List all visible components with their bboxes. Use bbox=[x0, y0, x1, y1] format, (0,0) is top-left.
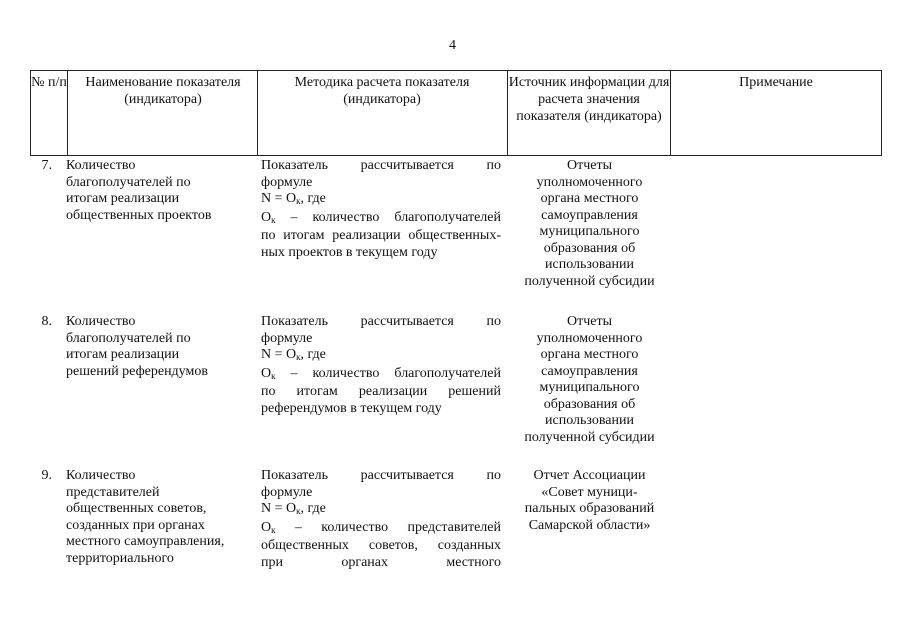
subscript: к bbox=[271, 370, 276, 381]
indicator-name-line: Количество bbox=[66, 158, 136, 173]
indicator-name-line: территориального bbox=[66, 550, 174, 566]
information-source-line: образования об bbox=[543, 240, 636, 256]
information-source-line: образования об bbox=[543, 396, 636, 412]
method-line: $N = O_к$, где bbox=[261, 347, 326, 362]
information-source-line: Отчеты bbox=[566, 314, 612, 329]
method-line: $O_к$ – количество благополучателей bbox=[261, 209, 501, 225]
information-source bbox=[512, 468, 667, 534]
method-line: $O_к$ – количество благополучателей bbox=[261, 365, 501, 381]
method-line: формуле bbox=[261, 330, 313, 346]
indicator-name-line: представителей bbox=[66, 484, 160, 500]
information-source-line: уполномоченного bbox=[536, 174, 643, 190]
calculation-method bbox=[261, 468, 501, 571]
method-line: Показатель рассчитывается по bbox=[261, 158, 501, 173]
method-line: $N = O_к$, где bbox=[261, 501, 326, 516]
information-source-line: Самарской области» bbox=[528, 517, 651, 533]
calculation-method bbox=[261, 158, 501, 261]
method-line: $N = O_к$, где bbox=[261, 191, 326, 206]
indicator-name-line: общественных советов, bbox=[66, 501, 207, 516]
subscript: к bbox=[296, 352, 301, 362]
information-source-line: полученной субсидии bbox=[524, 273, 655, 289]
header-note: Примечание bbox=[739, 75, 813, 90]
method-line: общественных советов, созданных bbox=[261, 538, 501, 553]
information-source-line: уполномоченного bbox=[536, 330, 643, 346]
indicator-name-line: итогам реализации bbox=[66, 347, 180, 362]
information-source bbox=[512, 314, 667, 446]
subscript: к bbox=[296, 196, 301, 206]
subscript: к bbox=[271, 524, 276, 535]
information-source bbox=[512, 158, 667, 290]
row-number: 8. bbox=[41, 314, 52, 329]
information-source-line: Отчеты bbox=[566, 158, 612, 173]
indicator-name bbox=[66, 158, 256, 224]
page-number: 4 bbox=[449, 38, 456, 53]
information-source-line: «Совет муници- bbox=[541, 484, 638, 500]
calculation-method bbox=[261, 314, 501, 417]
indicator-name-line: Количество bbox=[66, 468, 136, 483]
information-source-line: органа местного bbox=[540, 191, 639, 206]
indicator-name bbox=[66, 468, 256, 567]
row-number: 7. bbox=[41, 158, 52, 173]
information-source-line: муниципального bbox=[539, 380, 640, 395]
header-num: № п/п bbox=[31, 75, 67, 90]
method-line: Показатель рассчитывается по bbox=[261, 314, 501, 329]
method-line: формуле bbox=[261, 174, 313, 190]
subscript: к bbox=[296, 506, 301, 516]
header-method: Методика расчета показателя (индикатора) bbox=[294, 75, 470, 107]
indicator-name-line: местного самоуправления, bbox=[66, 534, 225, 549]
indicator-name bbox=[66, 314, 256, 380]
information-source-line: Отчет Ассоциации bbox=[533, 468, 646, 483]
method-line: при органах местного bbox=[261, 554, 501, 570]
indicator-name-line: благополучателей по bbox=[66, 174, 191, 190]
information-source-line: полученной субсидии bbox=[524, 429, 655, 445]
table-header bbox=[30, 70, 882, 156]
indicator-name-line: общественных проектов bbox=[66, 207, 212, 223]
header-name: Наименование показателя (индикатора) bbox=[85, 75, 241, 107]
information-source-line: органа местного bbox=[540, 347, 639, 362]
method-line: по итогам реализации общественных- bbox=[261, 228, 501, 243]
information-source-line: использовании bbox=[545, 257, 634, 272]
method-line: по итогам реализации решений bbox=[261, 384, 501, 399]
indicator-name-line: решений референдумов bbox=[66, 363, 208, 379]
header-source: Источник информации для расчета значения показателя (индикатора) bbox=[508, 75, 670, 124]
indicator-name-line: созданных при органах bbox=[66, 517, 205, 533]
method-line: формуле bbox=[261, 484, 313, 500]
method-line: ных проектов в текущем году bbox=[261, 244, 438, 260]
information-source-line: муниципального bbox=[539, 224, 640, 239]
subscript: к bbox=[271, 214, 276, 225]
information-source-line: самоуправления bbox=[541, 363, 638, 379]
method-line: Показатель рассчитывается по bbox=[261, 468, 501, 483]
information-source-line: использовании bbox=[545, 413, 634, 428]
indicator-name-line: благополучателей по bbox=[66, 330, 191, 346]
information-source-line: самоуправления bbox=[541, 207, 638, 223]
row-number: 9. bbox=[41, 468, 52, 483]
method-line: $O_к$ – количество представителей bbox=[261, 519, 501, 535]
information-source-line: пальных образований bbox=[524, 501, 655, 516]
indicator-name-line: итогам реализации bbox=[66, 191, 180, 206]
indicator-name-line: Количество bbox=[66, 314, 136, 329]
method-line: референдумов в текущем году bbox=[261, 400, 442, 416]
